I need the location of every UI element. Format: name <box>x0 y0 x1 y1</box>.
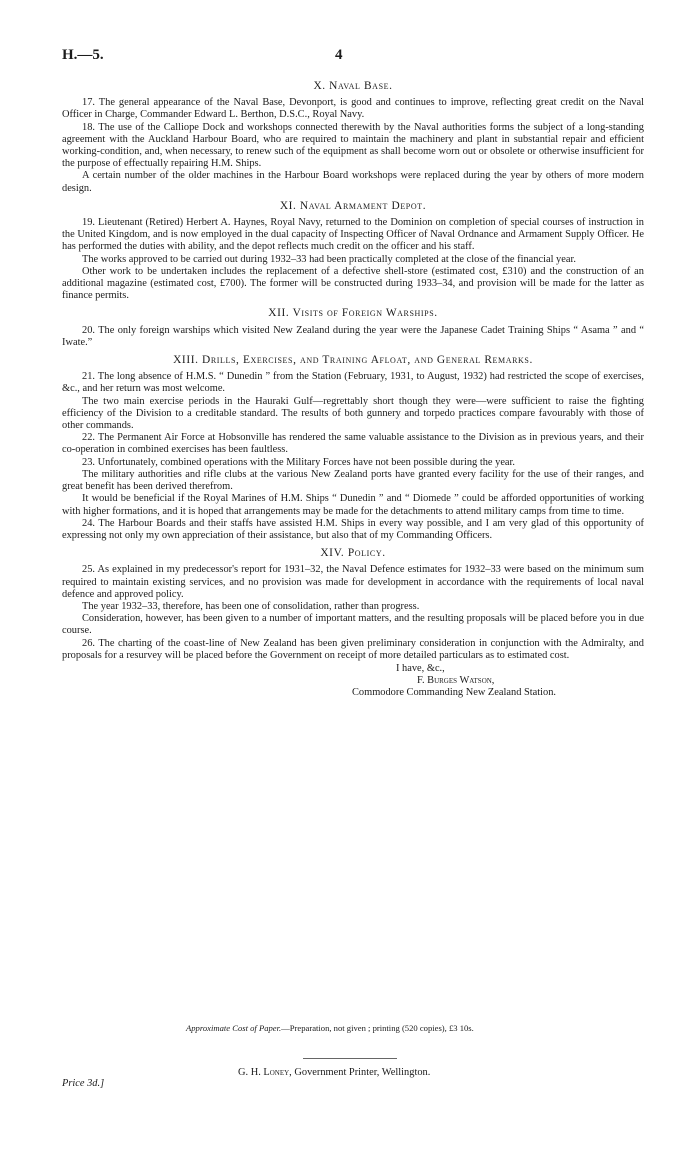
signature-surname: Burges Watson, <box>427 675 495 687</box>
paragraph: 22. The Permanent Air Force at Hobsonville has rendered the same valuable assistance to the Division as in previous years, and their co-operation in combined exercises has been faultless. <box>62 432 644 456</box>
paragraph: Other work to be undertaken includes the replacement of a defective shell-store (estimated cost, £310) and the construction of an additional magazine (estimated cost, £700). The former will be constructed during 1933–34, and provision will be made for the latter as finance permits. <box>62 265 644 302</box>
paragraph: 26. The charting of the coast-line of New Zealand has been given preliminary consideration in conjunction with the Admiralty, and proposals for a resurvey will be placed before the Government on receipt of more detailed particulars as to estimated cost. <box>62 637 644 661</box>
signature-closing: I have, &c., <box>396 662 445 674</box>
paragraph: 18. The use of the Calliope Dock and workshops connected therewith by the Naval authorities forms the subject of a long-standing agreement with the Auckland Harbour Board, who are required to maintain the machinery and plant in substantial repair and efficient working-condition, and, when necessary, to renew such of the equipment as shall become worn out or obsolete or otherwise insufficient for the purpose of effectually repairing H.M. Ships. <box>62 121 644 170</box>
printer-rest: Government Printer, Wellington. <box>291 1067 431 1078</box>
section-naval-armament-depot <box>62 200 644 303</box>
section-heading: XI. Naval Armament Depot. <box>279 199 427 212</box>
section-policy <box>62 547 644 662</box>
paragraph: 19. Lieutenant (Retired) Herbert A. Haynes, Royal Navy, returned to the Dominion on completion of special courses of instruction in the United Kingdom, and is now employed in the dual capacity of Inspecting Officer of Naval Ordnance and Armament Supply Officer. He has performed the duties with ability, and the depot reflects much credit on the officer and his staff. <box>62 217 644 253</box>
document-reference: H.—5. <box>62 47 104 63</box>
paragraph: 21. The long absence of H.M.S. “ Dunedin ” from the Station (February, 1931, to August, 1932) had restricted the scope of exercises, &c., and her return was most welcome. <box>62 371 644 395</box>
section-heading: XIII. Drills, Exercises, and Training Afloat, and General Remarks. <box>173 354 533 367</box>
price-note: Price 3d.] <box>62 1078 105 1089</box>
report-body <box>62 80 644 700</box>
section-drills-exercises <box>62 354 644 542</box>
paragraph: 25. As explained in my predecessor's report for 1931–32, the Naval Defence estimates for 1932–33 were based on the minimum sum required to maintain existing services, and no provision was made for development in accordance with the requirements of local naval defence and approved policy. <box>62 564 644 600</box>
paragraph: 23. Unfortunately, combined operations with the Military Forces have not been possible during the year. <box>82 456 516 468</box>
page-number: 4 <box>335 47 343 63</box>
cost-of-paper-note <box>186 1023 474 1033</box>
printer-name: G. H. Loney, <box>238 1067 292 1078</box>
paragraph: 24. The Harbour Boards and their staffs have assisted H.M. Ships in every way possible, and I am very glad of this opportunity of expressing not only my own appreciation of their assistance, but also that of my Commanding Officers. <box>62 517 644 541</box>
signature-name <box>62 675 644 687</box>
paragraph: 20. The only foreign warships which visited New Zealand during the year were the Japanese Cadet Training Ships “ Asama ” and “ Iwate.” <box>62 324 644 348</box>
paragraph: It would be beneficial if the Royal Marines of H.M. Ships “ Dunedin ” and “ Diomede ” could be afforded opportunities of working with higher formations, and it is hoped that arrangements may be made for the detachments to attend military camps from time to time. <box>62 493 644 517</box>
cost-label: Approximate Cost of Paper. <box>186 1023 282 1033</box>
signature-block <box>62 663 644 700</box>
divider-rule <box>303 1058 397 1059</box>
signature-initial: F. <box>417 675 425 687</box>
paragraph: The year 1932–33, therefore, has been one of consolidation, rather than progress. <box>82 600 420 612</box>
section-naval-base <box>62 80 644 195</box>
signature-title: Commodore Commanding New Zealand Station. <box>352 687 557 699</box>
section-heading: XIV. Policy. <box>320 547 386 560</box>
printer-imprint <box>238 1067 430 1078</box>
paragraph: 17. The general appearance of the Naval Base, Devonport, is good and continues to improve, reflecting great credit on the Naval Officer in Charge, Commander Edward L. Berthon, D.S.C., Royal Navy. <box>62 97 644 121</box>
paragraph: A certain number of the older machines in the Harbour Board workshops were replaced during the year by others of more modern design. <box>62 170 644 194</box>
paragraph: The works approved to be carried out during 1932–33 had been practically completed at the close of the financial year. <box>82 253 576 265</box>
section-visits-of-foreign-warships <box>62 307 644 349</box>
section-heading: XII. Visits of Foreign Warships. <box>268 307 438 320</box>
section-heading: X. Naval Base. <box>313 80 393 92</box>
cost-text: —Preparation, not given ; printing (520 copies), £3 10s. <box>281 1023 474 1033</box>
paragraph: Consideration, however, has been given to a number of important matters, and the resulting proposals will be placed before you in due course. <box>62 613 644 637</box>
paragraph: The two main exercise periods in the Hauraki Gulf—regrettably short though they were—were sufficient to raise the fighting efficiency of the Division to a creditable standard. The results of both gunnery and torpedo practices compare favourably with those of other commands. <box>62 395 644 432</box>
paragraph: The military authorities and rifle clubs at the various New Zealand ports have granted every facility for the use of their ranges, and great benefit has been derived therefrom. <box>62 468 644 493</box>
